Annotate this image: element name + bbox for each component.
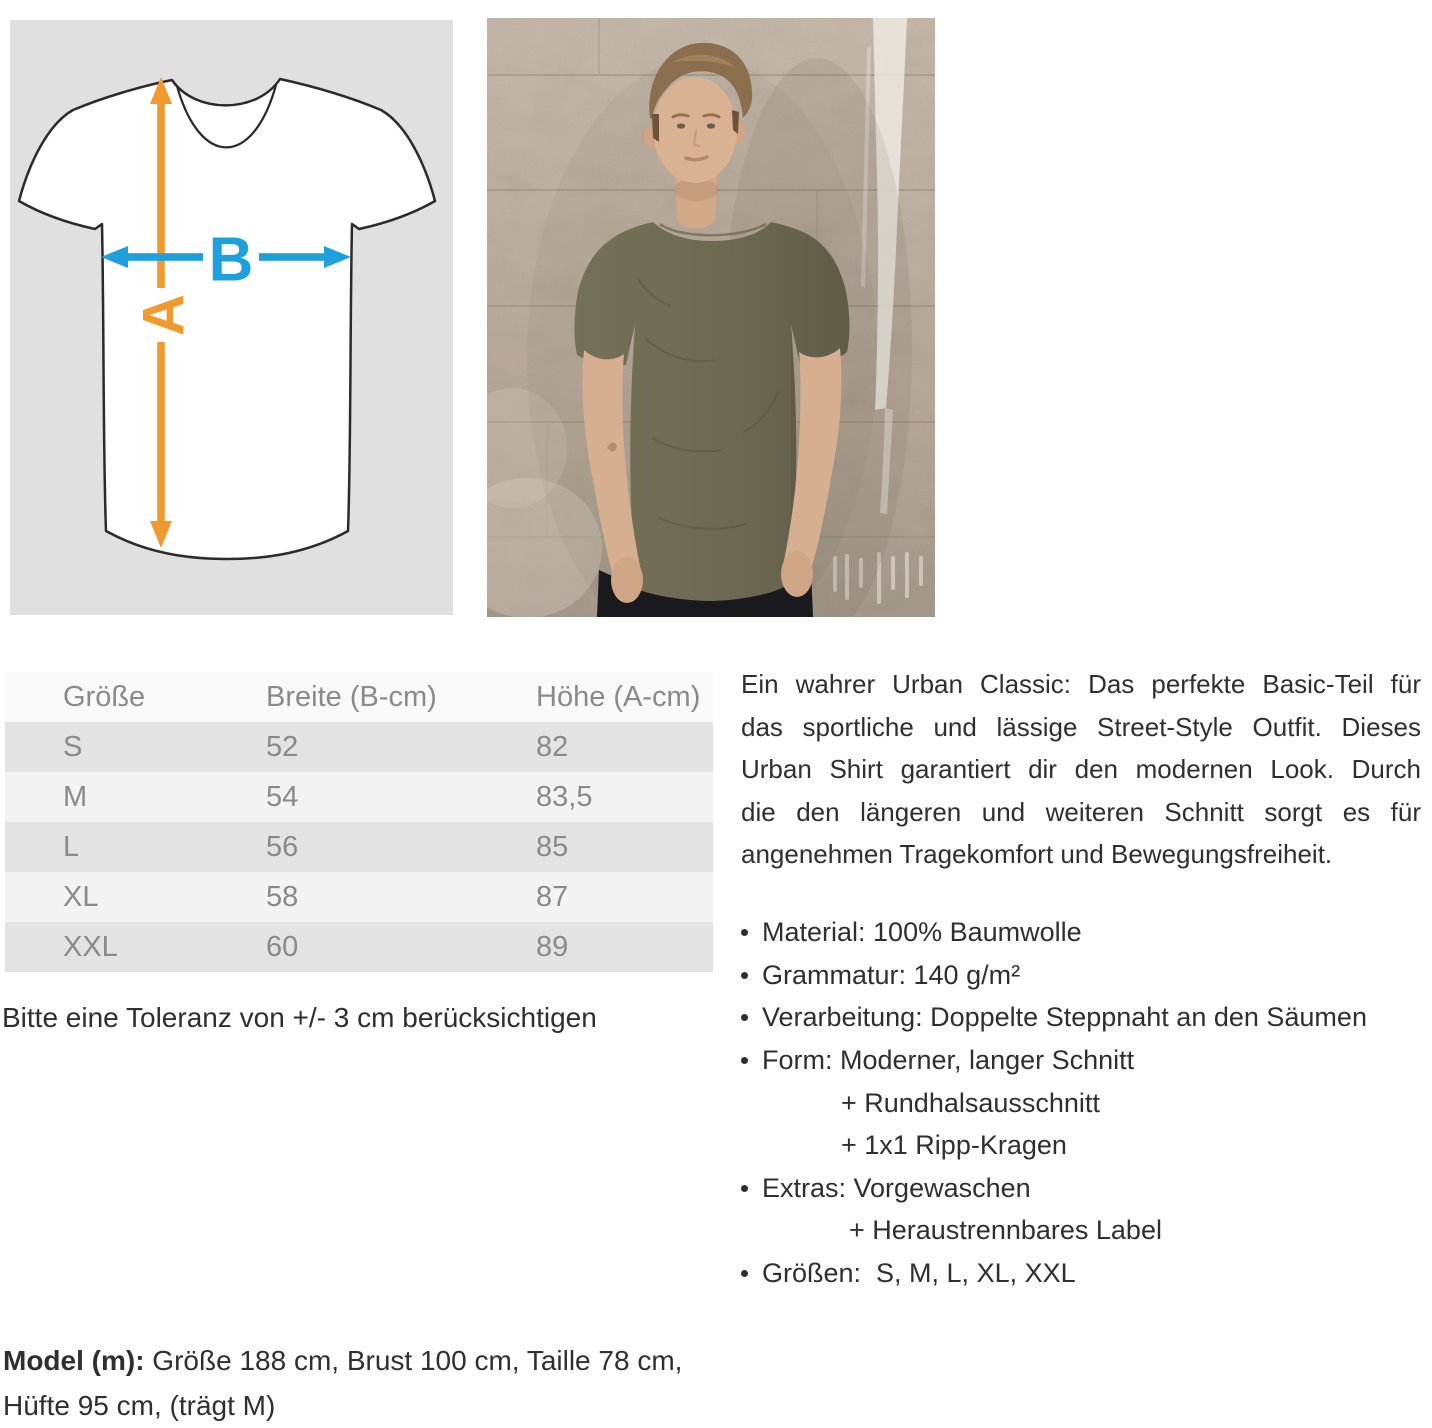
size-cell: M — [63, 780, 88, 813]
model-info — [3, 1338, 703, 1428]
measure-label-b: B — [208, 225, 254, 295]
size-cell: L — [63, 830, 80, 863]
feature-list — [741, 912, 1421, 1295]
table-row-xxl — [5, 922, 713, 972]
breite-cell: 56 — [266, 830, 299, 863]
description-paragraph — [741, 663, 1421, 876]
size-table — [5, 672, 713, 972]
product-description — [741, 663, 1421, 1295]
paragraph-line: angenehmen Tragekomfort und Bewegungsfreiheit. — [741, 839, 1333, 869]
feature-item-extras: Extras: Vorgewaschen — [741, 1167, 1421, 1210]
breite-cell: 54 — [266, 780, 299, 813]
paragraph-line: Urban Shirt garantiert dir den modernen Look. Durch — [741, 754, 1421, 784]
bullet-dot-icon — [741, 1185, 762, 1192]
size-cell: XL — [63, 880, 99, 913]
size-table-header-row — [5, 672, 713, 722]
table-row-xl — [5, 872, 713, 922]
feature-item-groessen: Größen: S, M, L, XL, XXL — [741, 1252, 1421, 1295]
paragraph-line: die den längeren und weiteren Schnitt sorgt es für — [741, 796, 1421, 827]
feature-subitem-rippkragen: + 1x1 Ripp-Kragen — [841, 1130, 1067, 1161]
feature-subitem-rundhals: + Rundhalsausschnitt — [841, 1087, 1100, 1118]
table-row-l — [5, 822, 713, 872]
paragraph-line: Ein wahrer Urban Classic: Das perfekte Basic-Teil für — [741, 669, 1421, 699]
tolerance-note: Bitte eine Toleranz von +/- 3 cm berücksichtigen — [2, 1002, 597, 1033]
tshirt-outline — [19, 79, 435, 559]
column-header-groesse: Größe — [63, 680, 146, 713]
breite-cell: 58 — [266, 880, 299, 913]
column-header-hoehe: Höhe (A-cm) — [536, 680, 701, 713]
hoehe-cell: 87 — [536, 880, 569, 913]
paragraph-line: das sportliche und lässige Street-Style Outfit. Dieses — [741, 711, 1421, 742]
bullet-dot-icon — [741, 1014, 762, 1021]
hoehe-cell: 83,5 — [536, 780, 593, 813]
hoehe-cell: 89 — [536, 930, 569, 963]
measure-label-a: A — [131, 294, 197, 336]
column-header-breite: Breite (B-cm) — [266, 680, 437, 713]
model-info-text: Größe 188 cm, Brust 100 cm, Taille 78 cm, Hüfte 95 cm, (trägt M) — [3, 1345, 691, 1421]
bullet-dot-icon — [741, 929, 762, 936]
feature-item-verarbeitung: Verarbeitung: Doppelte Steppnaht an den Säumen — [741, 997, 1421, 1040]
hoehe-cell: 85 — [536, 830, 569, 863]
size-cell: XXL — [63, 930, 118, 963]
model-info-label: Model (m): — [3, 1345, 145, 1376]
bullet-dot-icon — [741, 972, 762, 979]
hoehe-cell: 82 — [536, 730, 569, 763]
feature-item-form: Form: Moderner, langer Schnitt — [741, 1039, 1421, 1082]
breite-cell: 60 — [266, 930, 299, 963]
table-row-m — [5, 772, 713, 822]
feature-item-grammatur: Grammatur: 140 g/m² — [741, 954, 1421, 997]
model-photo-image — [487, 18, 935, 617]
bullet-dot-icon — [741, 1057, 762, 1064]
breite-cell: 52 — [266, 730, 299, 763]
size-diagram-panel — [10, 20, 453, 615]
feature-subitem-label: + Heraustrennbares Label — [849, 1215, 1162, 1246]
bullet-dot-icon — [741, 1270, 762, 1277]
model-photo — [487, 18, 935, 617]
feature-item-material: Material: 100% Baumwolle — [741, 912, 1421, 955]
size-cell: S — [63, 730, 83, 763]
tshirt-measurement-diagram — [10, 20, 453, 615]
table-row-s — [5, 722, 713, 772]
